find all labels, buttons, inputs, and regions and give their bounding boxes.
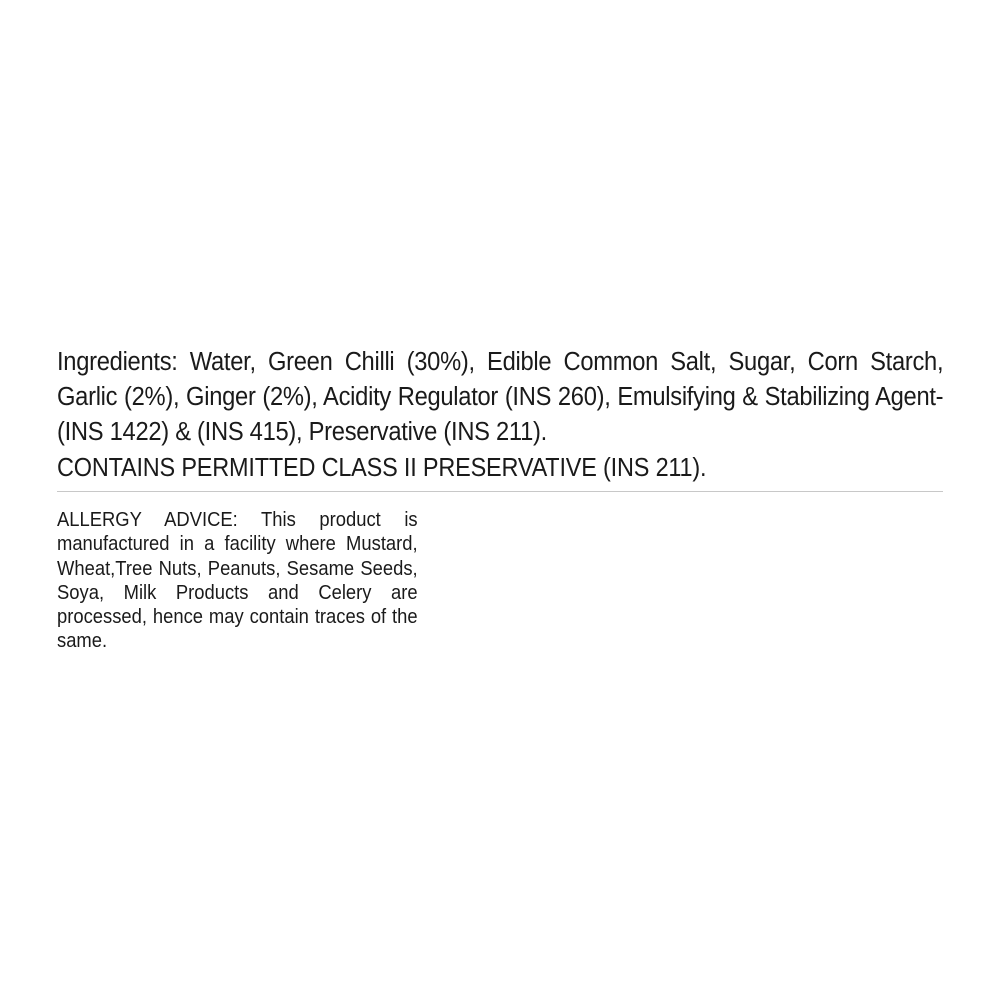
allergy-advice-text: ALLERGY ADVICE: This product is manufactured in a facility where Mustard, Wheat,Tree Nuts, Peanuts, Sesame Seeds, Soya, Milk Products and Celery are processed, hence may contain traces of the same. (57, 509, 418, 653)
ingredients-panel (57, 345, 943, 492)
ingredients-text: Ingredients: Water, Green Chilli (30%), Edible Common Salt, Sugar, Corn Starch, Garlic (2%), Ginger (2%), Acidity Regulator (INS 260), Emulsifying & Stabilizing Agent- (INS 1422) & (INS 415), Preservative (INS 211). (57, 348, 944, 446)
preservative-statement: CONTAINS PERMITTED CLASS II PRESERVATIVE (INS 211). (57, 454, 707, 482)
divider (57, 491, 943, 492)
